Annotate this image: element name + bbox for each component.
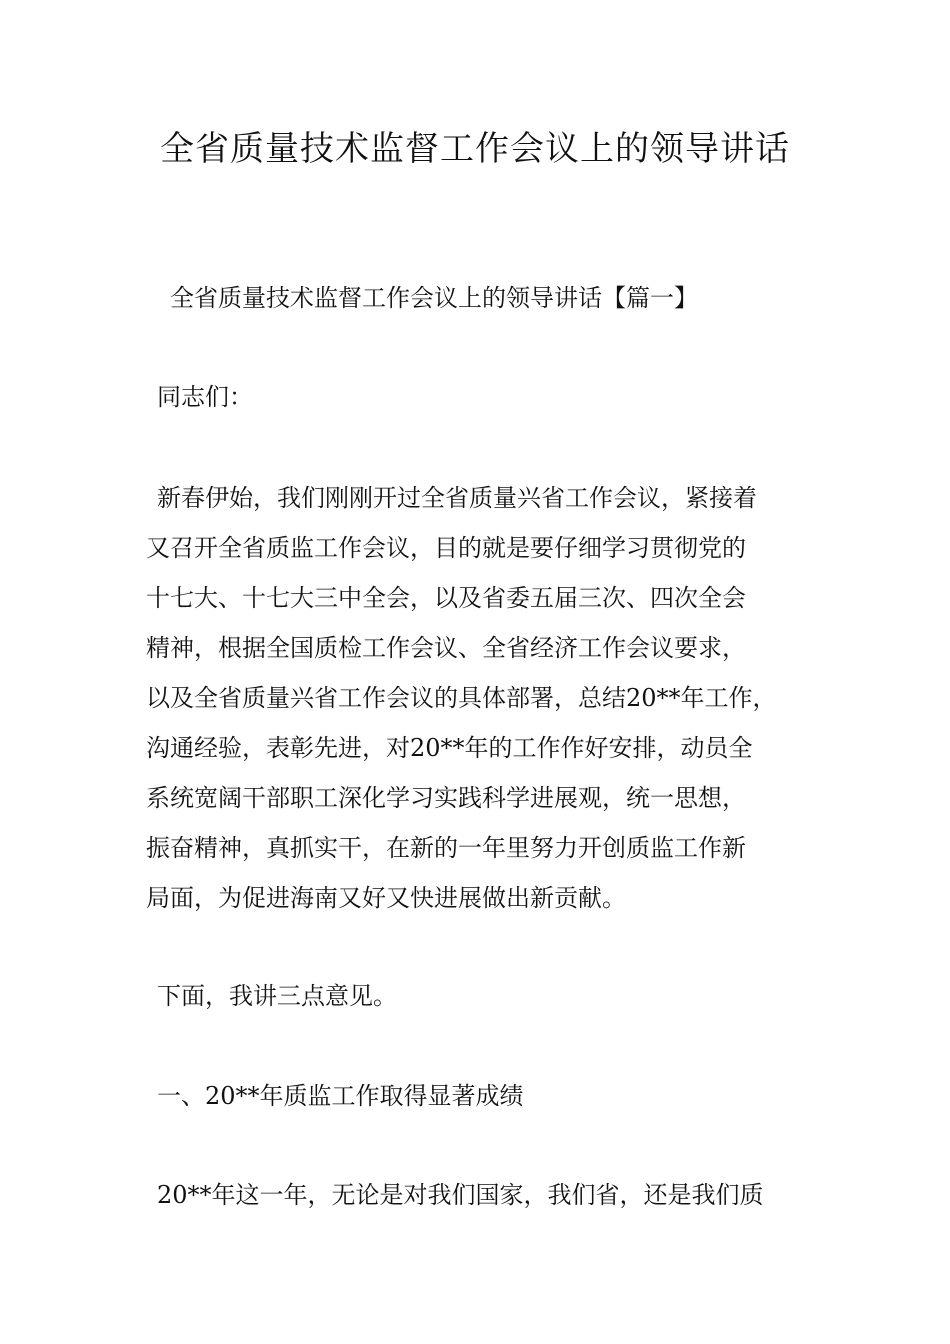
paragraph-line: 新春伊始，我们刚刚开过全省质量兴省工作会议，紧接着 bbox=[157, 484, 757, 512]
paragraph-1 bbox=[146, 473, 836, 923]
paragraph-line: 以及全省质量兴省工作会议的具体部署，总结20**年工作， bbox=[146, 684, 777, 712]
transition-line: 下面，我讲三点意见。 bbox=[157, 982, 397, 1010]
paragraph-line: 局面，为促进海南又好又快进展做出新贡献。 bbox=[146, 884, 626, 912]
section-heading: 一、20**年质监工作取得显著成绩 bbox=[157, 1082, 524, 1110]
paragraph-line: 沟通经验，表彰先进，对20**年的工作作好安排，动员全 bbox=[146, 734, 753, 762]
greeting-line: 同志们： bbox=[157, 383, 253, 411]
paragraph-line: 又召开全省质监工作会议，目的就是要仔细学习贯彻党的 bbox=[146, 534, 746, 562]
document-title: 全省质量技术监督工作会议上的领导讲话 bbox=[160, 129, 790, 169]
paragraph-line: 精神，根据全国质检工作会议、全省经济工作会议要求， bbox=[146, 634, 746, 662]
paragraph-line: 十七大、十七大三中全会，以及省委五届三次、四次全会 bbox=[146, 584, 746, 612]
paragraph-2-line: 20**年这一年，无论是对我们国家，我们省，还是我们质 bbox=[157, 1181, 764, 1209]
paragraph-line: 振奋精神，真抓实干，在新的一年里努力开创质监工作新 bbox=[146, 834, 746, 862]
paragraph-line: 系统宽阔干部职工深化学习实践科学进展观，统一思想， bbox=[146, 784, 746, 812]
document-subtitle: 全省质量技术监督工作会议上的领导讲话【篇一】 bbox=[170, 284, 698, 312]
